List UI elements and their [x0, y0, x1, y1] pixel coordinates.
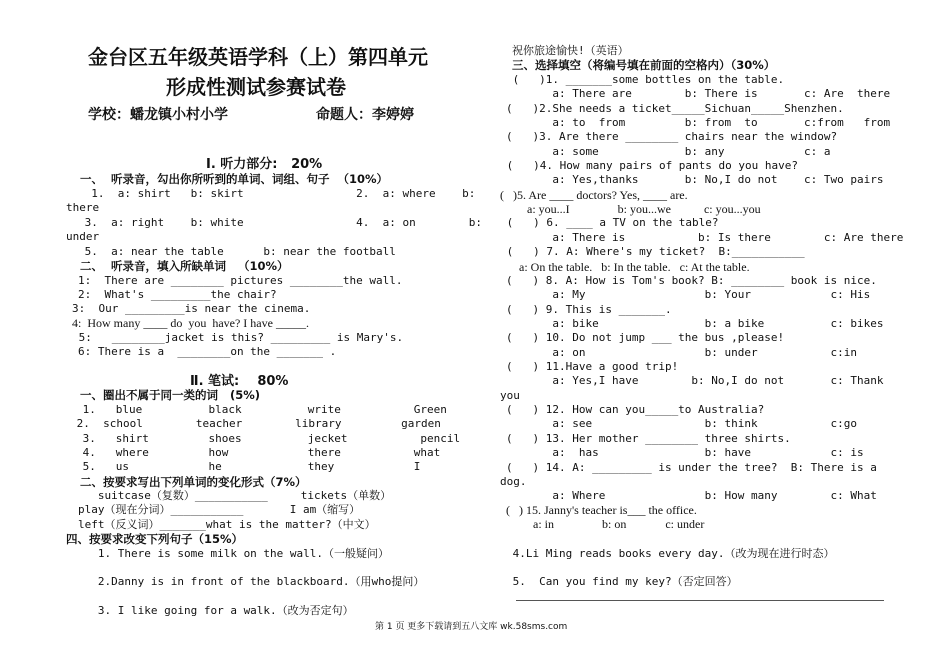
question-line: 5. Can you find my key?（否定回答） [506, 575, 738, 588]
question-line: 1. a: shirt b: skirt 2. a: where b: [78, 187, 476, 200]
word-row: 1. blue black write Green [76, 403, 447, 416]
question-line: 6: There is a ________on the _______ . [78, 345, 337, 358]
option-line: a: some b: any c: a [506, 145, 831, 158]
school-name: 学校：蟠龙镇小村小学 [88, 107, 228, 123]
question-line: ( ) 15. Janny's teacher is___ the office. [506, 503, 697, 517]
option-line: a: Yes,thanks b: No,I do not c: Two pairs [506, 173, 884, 186]
exam-subtitle: 形成性测试参赛试卷 [166, 75, 346, 99]
written-section-4-heading: 四、按要求改变下列句子（15%） [66, 532, 244, 546]
question-line: ( ) 10. Do not jump ___ the bus ,please! [506, 331, 785, 344]
question-line: ( )2.She needs a ticket_____Sichuan_____Shenzhen. [506, 102, 844, 115]
question-line: ( ) 7. A: Where's my ticket? B:___________ [500, 245, 805, 258]
listening-part-heading: Ⅰ. 听力部分: 20% [206, 157, 323, 172]
option-line: a: see b: think c:go [506, 417, 857, 430]
option-line: a: My b: Your c: His [506, 288, 871, 301]
question-line: 5. a: near the table b: near the football [78, 245, 396, 258]
question-line: 4: How many ____ do you have? I have _____. [72, 316, 309, 330]
question-line: 5: ________jacket is this? _________ is Mary's. [72, 331, 404, 344]
author-name: 命题人：李婷婷 [316, 107, 414, 123]
question-line: 3. a: right b: white 4. a: on b: [78, 216, 482, 229]
right-top-line: 祝你旅途愉快!（英语） [512, 44, 629, 57]
question-line: ( ) 14. A: _________ is under the tree? B: There is a [506, 461, 877, 474]
choice-section-heading: 三、选择填空（将编号填在前面的空格内）（30%） [512, 58, 776, 72]
option-line: a: has b: have c: is [506, 446, 864, 459]
question-line: 1: There are ________ pictures ________the wall. [78, 274, 403, 287]
question-line: under [66, 230, 100, 243]
question-line: 4.Li Ming reads books every day.（改为现在进行时态） [506, 547, 835, 560]
option-line: a: There is b: Is there c: Are there [506, 231, 904, 244]
option-line: a: On the table. b: In the table. c: At the table. [510, 260, 750, 274]
question-line: ( )1. _______some bottles on the table. [506, 73, 785, 86]
word-row: 3. shirt shoes jecket pencil [76, 432, 461, 445]
question-line: ( )5. Are ____ doctors? Yes, ____ are. [500, 188, 688, 202]
option-line: a: Where b: How many c: What [506, 489, 877, 502]
option-line: a: bike b: a bike c: bikes [506, 317, 884, 330]
option-line: a: Yes,I have b: No,I do not c: Thank [506, 374, 884, 387]
word-row: 2. school teacher library garden [70, 417, 441, 430]
written-section-2-heading: 二、按要求写出下列单词的变化形式（7%） [80, 475, 307, 489]
question-line: ( ) 13. Her mother ________ three shirts. [506, 432, 791, 445]
question-line: 3: Our _________is near the cinema. [72, 302, 311, 315]
question-line: ( )3. Are there ________ chairs near the window? [506, 130, 838, 143]
question-line: ( )4. How many pairs of pants do you have? [500, 159, 799, 172]
question-line: 2: What's _________the chair? [78, 288, 277, 301]
written-section-1-heading: 一、圈出不属于同一类的词 (5%) [80, 388, 261, 402]
question-line: ( ) 9. This is _______. [506, 303, 672, 316]
question-line: suitcase（复数）___________ tickets（单数） [78, 489, 392, 502]
option-line: a: in b: on c: under [506, 517, 705, 531]
listening-section-1-heading: 一、 听录音，勾出你所听到的单词、词组、句子 （10%） [80, 172, 389, 186]
question-line: there [66, 201, 100, 214]
question-line: ( ) 8. A: How is Tom's book? B: ________ book is nice. [506, 274, 877, 287]
option-line: a: on b: under c:in [506, 346, 857, 359]
written-part-heading: Ⅱ. 笔试: 80% [190, 374, 289, 389]
question-line: 2.Danny is in front of the blackboard.（用who提问） [78, 575, 425, 588]
word-row: 4. where how there what [76, 446, 441, 459]
page-footer: 第 1 页 更多下载请到五八文库 wk.58sms.com [375, 622, 568, 632]
question-line: ( ) 12. How can you_____to Australia? [506, 403, 765, 416]
question-line: dog. [500, 475, 527, 488]
question-line: left（反义词）_______what is the matter?（中文） [78, 518, 376, 531]
question-line: 1. There is some milk on the wall.（一般疑问） [78, 547, 390, 560]
option-line: a: you...I b: you...we c: you...you [500, 202, 761, 216]
question-line: 3. I like going for a walk.（改为否定句） [78, 604, 354, 617]
question-line: ( ) 11.Have a good trip! [506, 360, 679, 373]
option-line: you [500, 389, 520, 402]
listening-section-2-heading: 二、 听录音，填入所缺单词 （10%） [80, 259, 289, 273]
option-line: a: to from b: from to c:from from [506, 116, 891, 129]
word-row: 5. us he they I [76, 460, 421, 473]
question-line: ( ) 6. ____ a TV on the table? [500, 216, 719, 229]
answer-line [516, 600, 884, 601]
question-line: play（现在分词）___________ I am（缩写） [78, 503, 361, 516]
option-line: a: There are b: There is c: Are there [506, 87, 891, 100]
exam-title: 金台区五年级英语学科（上）第四单元 [88, 45, 428, 69]
